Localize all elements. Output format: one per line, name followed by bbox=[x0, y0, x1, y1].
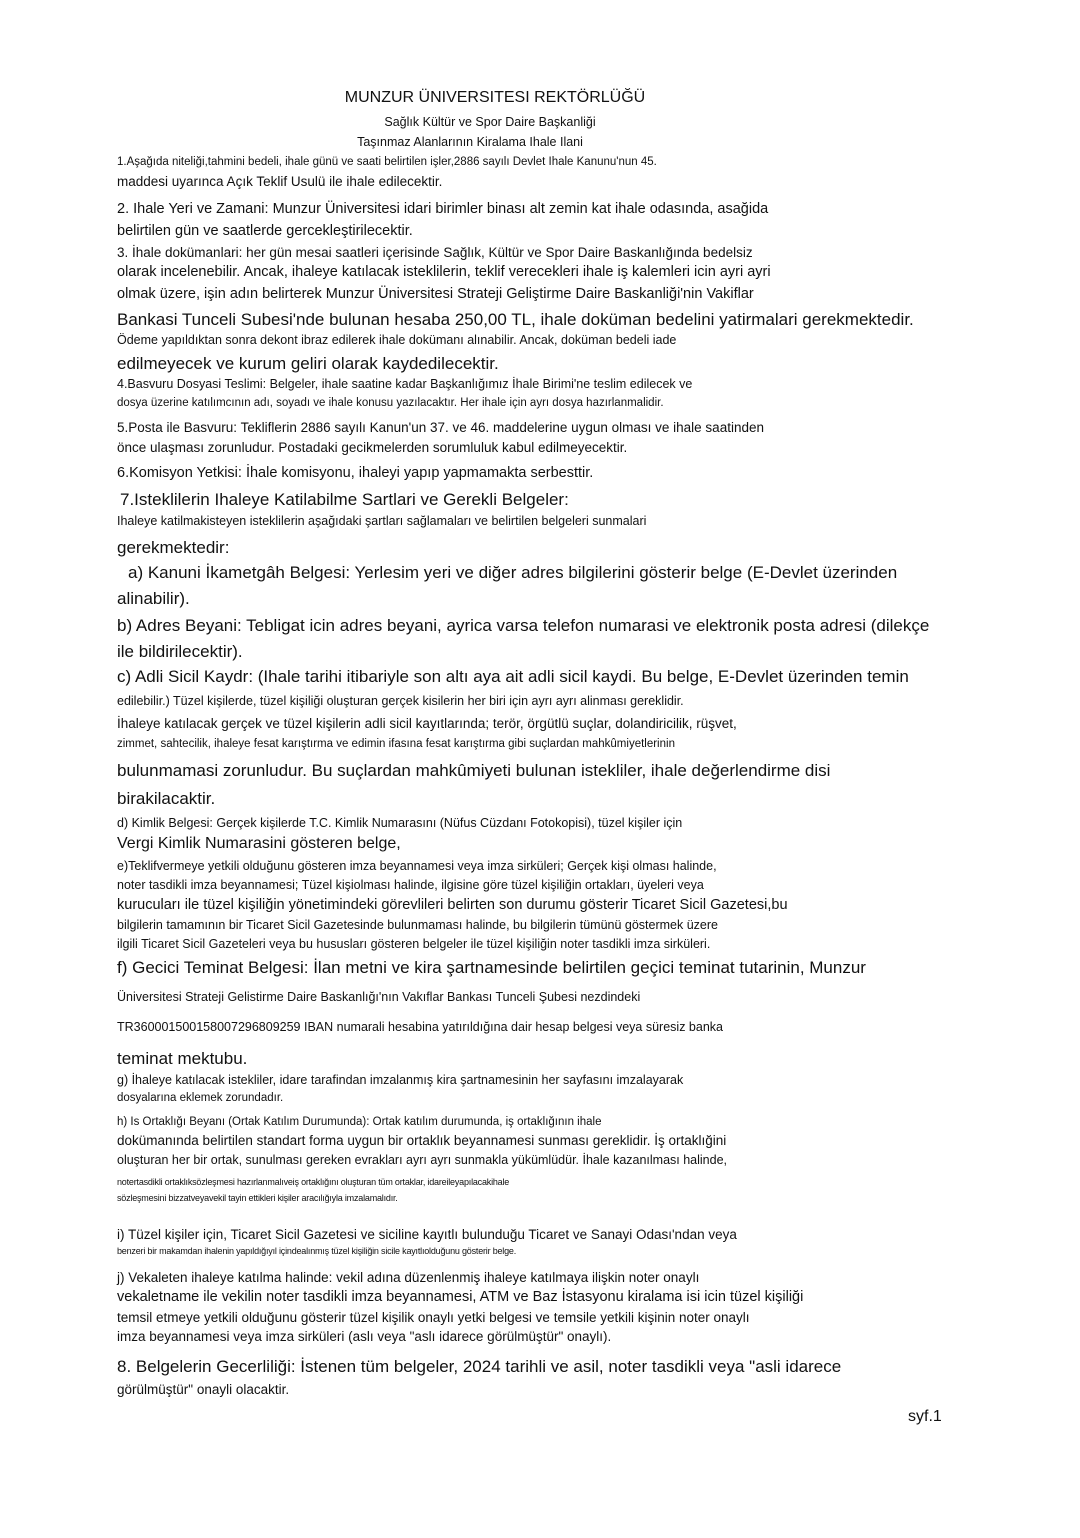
paragraph-line: kurucuları ile tüzel kişiliğin yönetimindeki görevlileri belirten son durumu gösterir Ticaret Sicil Gazetesi,bu bbox=[117, 897, 788, 913]
paragraph-line: teminat mektubu. bbox=[117, 1049, 248, 1068]
paragraph-line: sözleşmesini bizzatveyavekil tayin ettikleri kişiler aracılığıyla imzalamalıdır. bbox=[117, 1193, 398, 1203]
paragraph-line: 3. İhale dokümanlari: her gün mesai saatleri içerisinde Sağlık, Kültür ve Spor Daire Baskanlığında bedelsiz bbox=[117, 245, 753, 260]
paragraph-line: İhaleye katılacak gerçek ve tüzel kişilerin adli sicil kayıtlarında; terör, örgütlü suçlar, dolandiricilik, rüşvet, bbox=[117, 716, 737, 731]
section-heading: 7.Isteklilerin Ihaleye Katilabilme Sartlari ve Gerekli Belgeler: bbox=[120, 490, 569, 509]
paragraph-line: dokümanında belirtilen standart forma uygun bir ortaklık beyannamesi sunması gereklidir. İş ortaklığini bbox=[117, 1133, 727, 1148]
page-number: syf.1 bbox=[908, 1408, 942, 1425]
paragraph-line: 1.Aşağıda niteliği,tahmini bedeli, ihale günü ve saati belirtilen işler,2886 sayılı Devlet Ihale Kanunu'nun 45. bbox=[117, 156, 657, 168]
paragraph-line: dosya üzerine katılımcının adı, soyadı ve ihale konusu yazılacaktır. Her ihale için ayrı dosya hazırlanmalidir. bbox=[117, 397, 664, 409]
paragraph-line: olmak üzere, işin adın belirterek Munzur Üniversitesi Strateji Geliştirme Daire Baskanliği'nin Vakiflar bbox=[117, 286, 754, 302]
paragraph-line: noter tasdikli imza beyannamesi; Tüzel kişiolması halinde, ilgisine göre tüzel kişiliğin ortakları, üyeleri veya bbox=[117, 878, 704, 892]
paragraph-line: TR360001500158007296809259 IBAN numarali hesabina yatırıldığına dair hesap belgesi veya süresiz banka bbox=[117, 1020, 723, 1034]
list-item: h) Is Ortaklığı Beyanı (Ortak Katılım Durumunda): Ortak katılım durumunda, iş ortaklığının ihale bbox=[117, 1116, 602, 1128]
paragraph-line: Üniversitesi Strateji Gelistirme Daire Baskanlığı'nın Vakıflar Bankası Tunceli Şubesi nezdindeki bbox=[117, 990, 641, 1004]
paragraph-line: benzeri bir makamdan ihalenin yapıldığıyıl içindealınmış tüzel kişiliğin sicile kayıtlıolduğunu gösterir belge. bbox=[117, 1246, 517, 1256]
paragraph-line: imza beyannamesi veya imza sirküleri (aslı veya "aslı idarece görülmüştür" onaylı). bbox=[117, 1329, 612, 1344]
paragraph-line: önce ulaşması zorunludur. Postadaki gecikmelerden sorumluluk kabul edilmeyecektir. bbox=[117, 440, 628, 455]
paragraph-line: vekaletname ile vekilin noter tasdikli imza beyannamesi, ATM ve Baz İstasyonu kiralama isi icin tüzel kişiliği bbox=[117, 1289, 804, 1305]
paragraph-line: Vergi Kimlik Numarasini gösteren belge, bbox=[117, 835, 401, 852]
paragraph-line: temsil etmeye yetkili olduğunu gösterir tüzel kişilik onaylı yetki belgesi ve temsile yetkili kişinin noter onaylı bbox=[117, 1310, 750, 1325]
list-item: d) Kimlik Belgesi: Gerçek kişilerde T.C. Kimlik Numarasını (Nüfus Cüzdanı Fotokopisi), tüzel kişiler için bbox=[117, 816, 683, 830]
section-heading: 8. Belgelerin Gecerliliği: İstenen tüm belgeler, 2024 tarihli ve asil, noter tasdikli veya "asli idarece bbox=[117, 1357, 842, 1376]
paragraph-line: belirtilen gün ve saatlerde gercekleştirilecektir. bbox=[117, 223, 413, 239]
document-subtitle: Sağlık Kültür ve Spor Daire Başkanliği bbox=[384, 115, 596, 129]
paragraph-line: gerekmektedir: bbox=[117, 538, 230, 557]
paragraph-line: oluşturan her bir ortak, sunulması gereken evrakları ayrı ayrı sunmakla yükümlüdür. İhale kazanılması halinde, bbox=[117, 1153, 728, 1167]
list-item: c) Adli Sicil Kaydr: (Ihale tarihi itibariyle son altı aya ait adli sicil kaydi. Bu belge, E-Devlet üzerinden temin bbox=[117, 667, 909, 686]
list-item: f) Gecici Teminat Belgesi: İlan metni ve kira şartnamesinde belirtilen geçici teminat tutarinin, Munzur bbox=[117, 958, 866, 977]
paragraph-line: dosyalarına eklemek zorundadır. bbox=[117, 1092, 284, 1104]
paragraph-line: Bankasi Tunceli Subesi'nde bulunan hesaba 250,00 TL, ihale doküman bedelini yatirmalari gerekmektedir. bbox=[117, 310, 914, 329]
paragraph-line: maddesi uyarınca Açık Teklif Usulü ile ihale edilecektir. bbox=[117, 174, 443, 189]
paragraph-line: bilgilerin tamamının bir Ticaret Sicil Gazetesinde bulunmaması halinde, bu bilgilerin tümünü göstermek üzere bbox=[117, 918, 718, 932]
list-item: j) Vekaleten ihaleye katılma halinde: vekil adına düzenlenmiş ihaleye katılmaya ilişkin noter onaylı bbox=[117, 1270, 700, 1285]
paragraph-line: ilgili Ticaret Sicil Gazeteleri veya bu hususları gösteren belgeler ile tüzel kişiliğin noter tasdikli imza sirküleri. bbox=[117, 937, 711, 951]
paragraph-line: 6.Komisyon Yetkisi: İhale komisyonu, ihaleyi yapıp yapmamakta serbesttir. bbox=[117, 465, 594, 481]
paragraph-line: görülmüştür" onayli olacaktir. bbox=[117, 1382, 290, 1397]
paragraph-line: edilmeyecek ve kurum geliri olarak kaydedilecektir. bbox=[117, 354, 499, 373]
list-item: g) İhaleye katılacak istekliler, idare tarafindan imzalanmış kira şartnamesinin her sayfasını imzalayarak bbox=[117, 1073, 684, 1087]
document-subject: Taşınmaz Alanlarının Kiralama Ihale Ilani bbox=[357, 135, 583, 149]
list-item: i) Tüzel kişiler için, Ticaret Sicil Gazetesi ve siciline kayıtlı bulunduğu Ticaret ve Sanayi Odası'ndan veya bbox=[117, 1227, 737, 1242]
paragraph-line: Ihaleye katilmakisteyen isteklilerin aşağıdaki şartları sağlamaları ve belirtilen belgeleri sunmalari bbox=[117, 514, 647, 528]
list-item: a) Kanuni İkametgâh Belgesi: Yerlesim yeri ve diğer adres bilgilerini gösterir belge (E-Devlet üzerinden bbox=[128, 563, 898, 582]
paragraph-line: 5.Posta ile Basvuru: Tekliflerin 2886 sayılı Kanun'un 37. ve 46. maddelerine uygun olması ve ihale saatinden bbox=[117, 420, 764, 435]
paragraph-line: zimmet, sahtecilik, ihaleye fesat karıştırma ve edimin ifasına fesat karıştırma gibi suçlardan mahkûmiyetlerinin bbox=[117, 738, 675, 750]
paragraph-line: 2. Ihale Yeri ve Zamani: Munzur Üniversitesi idari birimler binası alt zemin kat ihale odasında, asağida bbox=[117, 201, 769, 217]
paragraph-line: birakilacaktir. bbox=[117, 789, 216, 808]
paragraph-line: notertasdikli ortaklıksözleşmesi hazırlanmalıveiş ortaklığını oluşturan tüm ortaklar, idareileyapılacakihale bbox=[117, 1177, 510, 1187]
paragraph-line: bulunmamasi zorunludur. Bu suçlardan mahkûmiyeti bulunan istekliler, ihale değerlendirme disi bbox=[117, 761, 831, 780]
paragraph-line: olarak incelenebilir. Ancak, ihaleye katılacak isteklilerin, teklif verecekleri ihale iş kalemleri icin ayri ayri bbox=[117, 264, 771, 280]
document-title: MUNZUR ÜNIVERSITESI REKTÖRLÜĞÜ bbox=[344, 89, 646, 106]
list-item: b) Adres Beyani: Tebligat icin adres beyani, ayrica varsa telefon numarasi ve elektronik posta adresi (dilekçe bbox=[117, 616, 930, 635]
paragraph-line: Ödeme yapıldıktan sonra dekont ibraz edilerek ihale dokümanı alınabilir. Ancak, doküman bedeli iade bbox=[117, 333, 677, 347]
paragraph-line: ile bildirilecektir). bbox=[117, 642, 243, 661]
paragraph-line: 4.Basvuru Dosyasi Teslimi: Belgeler, ihale saatine kadar Başkanlığımız İhale Birimi'ne teslim edilecek ve bbox=[117, 377, 693, 391]
paragraph-line: alinabilir). bbox=[117, 589, 190, 608]
paragraph-line: edilebilir.) Tüzel kişilerde, tüzel kişiliği oluşturan gerçek kisilerin her biri için ayrı ayrı alinması gereklidir. bbox=[117, 694, 684, 708]
list-item: e)Teklifvermeye yetkili olduğunu gösteren imza beyannamesi veya imza sirküleri; Gerçek kişi olması halinde, bbox=[117, 859, 717, 873]
